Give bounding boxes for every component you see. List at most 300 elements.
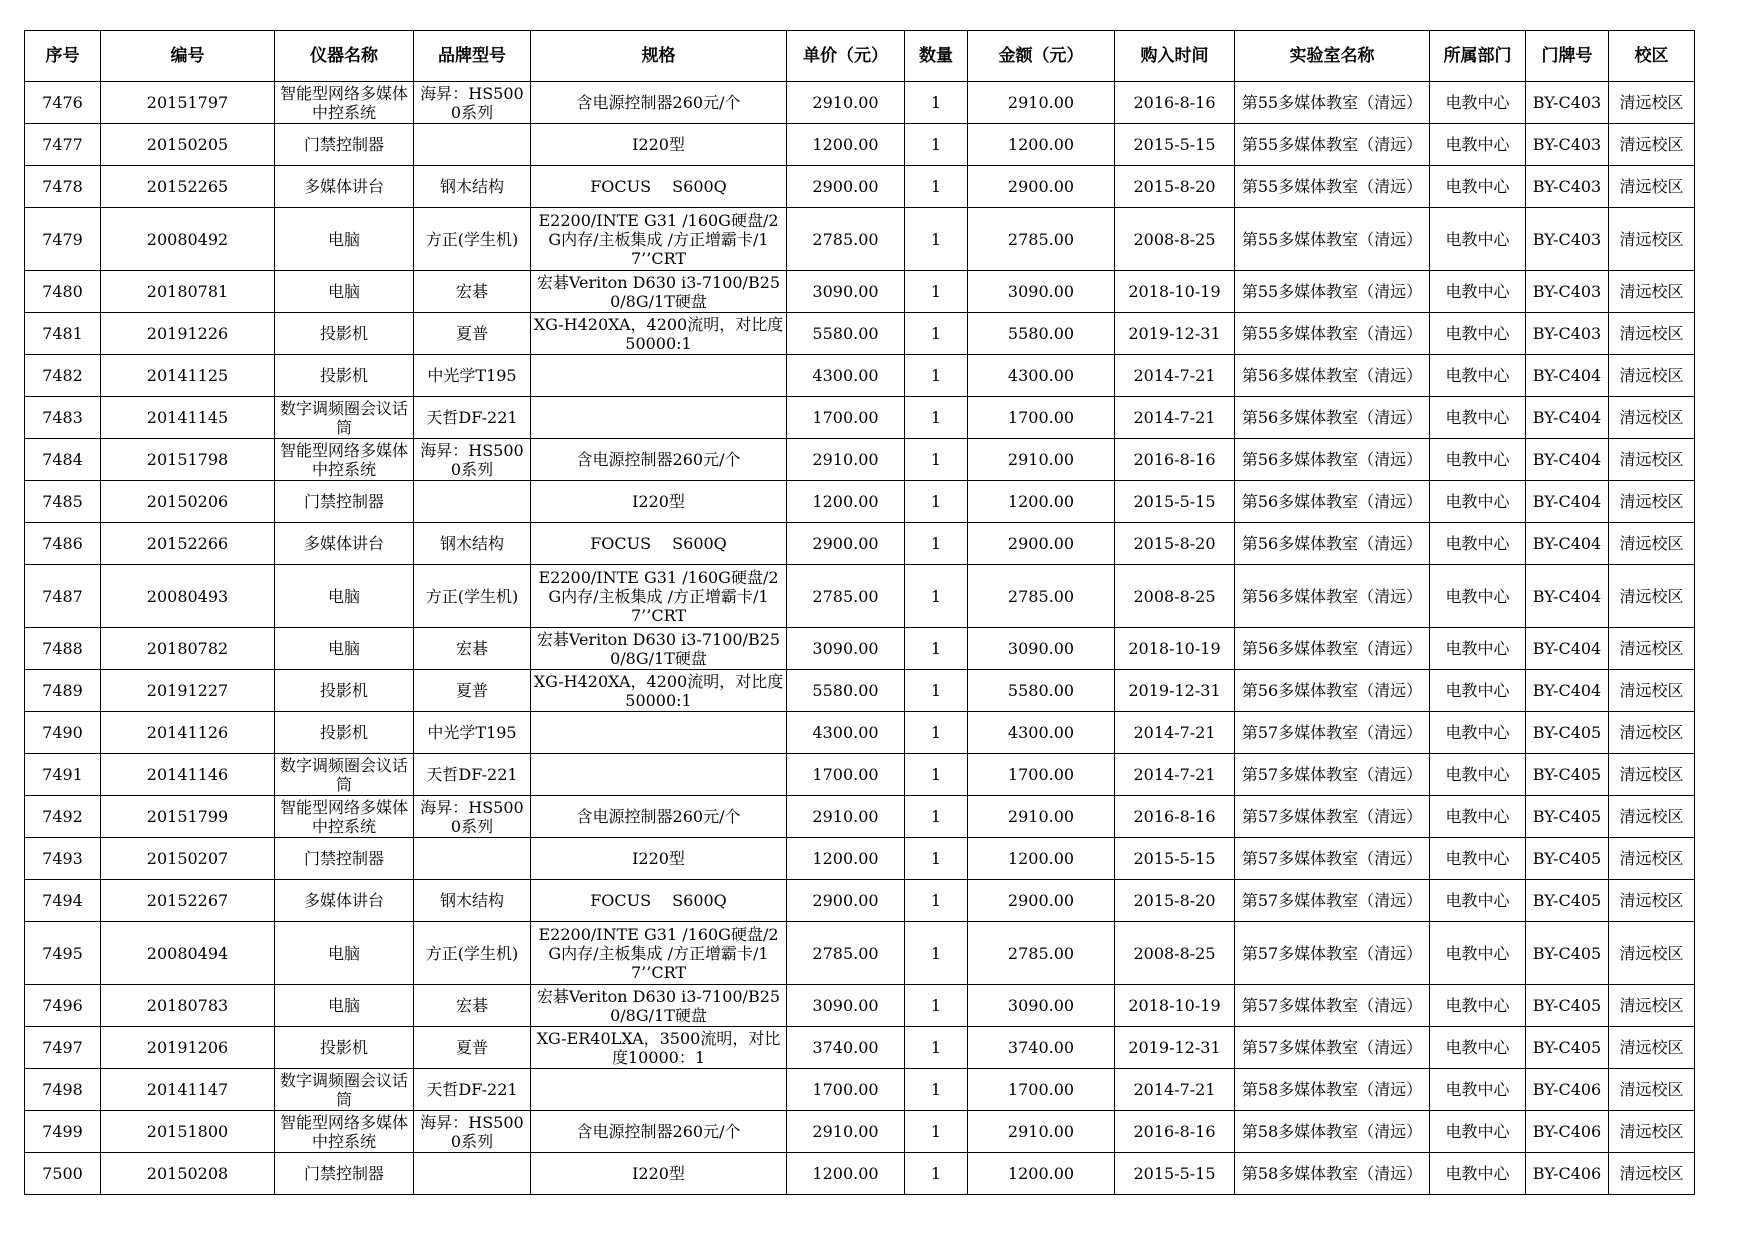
cell-name-text: 投影机: [319, 1038, 368, 1057]
cell-name: [275, 1027, 414, 1069]
cell-date-text: 2015-5-15: [1133, 135, 1216, 154]
cell-spec-text: I220型: [632, 135, 685, 154]
cell-spec-text: E2200/INTE G31 /160G硬盘/2G内存/主板集成 /方正增霸卡/17’’CRT: [538, 567, 779, 625]
cell-amount: [968, 754, 1115, 796]
cell-qty: [905, 124, 968, 166]
cell-dept: [1430, 82, 1526, 124]
cell-code: [101, 796, 275, 838]
cell-lab: [1235, 82, 1430, 124]
cell-seq: [25, 439, 101, 481]
cell-campus: [1609, 985, 1695, 1027]
cell-price: [787, 1027, 905, 1069]
cell-date: [1115, 838, 1235, 880]
cell-brand: [414, 754, 531, 796]
cell-dept-text: 电教中心: [1445, 135, 1510, 154]
cell-seq-text: 7477: [42, 135, 83, 154]
cell-code-text: 20180783: [146, 996, 229, 1015]
cell-spec-text: 宏碁Veriton D630 i3-7100/B250/8G/1T硬盘: [536, 986, 781, 1025]
cell-door-text: BY-C404: [1532, 492, 1602, 511]
cell-amount-text: 1700.00: [1007, 1080, 1075, 1099]
cell-brand: [414, 1153, 531, 1195]
cell-dept: [1430, 628, 1526, 670]
cell-date: [1115, 1027, 1235, 1069]
cell-qty-text: 1: [930, 1080, 942, 1099]
cell-door: [1526, 880, 1609, 922]
cell-campus: [1609, 670, 1695, 712]
table-row: [25, 985, 1695, 1027]
cell-name: [275, 481, 414, 523]
cell-campus-text: 清远校区: [1619, 450, 1684, 469]
cell-price-text: 3090.00: [812, 996, 879, 1015]
cell-name: [275, 1153, 414, 1195]
cell-door-text: BY-C404: [1532, 639, 1602, 658]
cell-lab-text: 第56多媒体教室（清远）: [1241, 586, 1423, 606]
cell-name-text: 门禁控制器: [303, 135, 384, 154]
cell-code-text: 20150208: [146, 1164, 229, 1183]
col-header-brand: 品牌型号: [414, 31, 531, 82]
cell-seq: [25, 712, 101, 754]
cell-price: [787, 1111, 905, 1153]
cell-dept: [1430, 481, 1526, 523]
cell-lab: [1235, 922, 1430, 985]
cell-name: [275, 985, 414, 1027]
cell-lab: [1235, 439, 1430, 481]
col-header-campus: 校区: [1609, 31, 1695, 82]
cell-lab-text: 第56多媒体教室（清远）: [1241, 366, 1423, 385]
cell-spec-text: E2200/INTE G31 /160G硬盘/2G内存/主板集成 /方正增霸卡/17’’CRT: [538, 210, 779, 268]
cell-door-text: BY-C406: [1532, 1122, 1602, 1141]
cell-seq: [25, 271, 101, 313]
cell-amount-text: 3090.00: [1007, 996, 1075, 1015]
cell-code: [101, 1111, 275, 1153]
cell-campus-text: 清远校区: [1619, 943, 1684, 963]
cell-seq-text: 7483: [42, 408, 83, 427]
cell-lab-text: 第55多媒体教室（清远）: [1241, 282, 1423, 301]
cell-date-text: 2016-8-16: [1133, 807, 1216, 826]
cell-date-text: 2014-7-21: [1133, 765, 1216, 784]
cell-name-text: 多媒体讲台: [303, 177, 384, 196]
cell-door: [1526, 523, 1609, 565]
cell-campus-text: 清远校区: [1619, 849, 1684, 868]
cell-door: [1526, 1153, 1609, 1195]
cell-campus-text: 清远校区: [1619, 765, 1684, 784]
cell-spec: [531, 1153, 787, 1195]
cell-lab-text: 第55多媒体教室（清远）: [1241, 135, 1423, 154]
table-row: [25, 922, 1695, 985]
cell-seq-text: 7484: [42, 450, 83, 469]
cell-code-text: 20151799: [146, 807, 229, 826]
cell-code-text: 20191226: [146, 324, 229, 343]
cell-brand: [414, 565, 531, 628]
cell-name-text: 多媒体讲台: [303, 891, 384, 910]
cell-qty: [905, 523, 968, 565]
cell-spec-text: FOCUS S600Q: [590, 891, 727, 910]
cell-brand-text: 夏普: [455, 681, 488, 700]
cell-code: [101, 628, 275, 670]
cell-amount-text: 2785.00: [1007, 229, 1075, 249]
cell-door: [1526, 481, 1609, 523]
cell-name-text: 投影机: [319, 324, 368, 343]
cell-code: [101, 565, 275, 628]
cell-door: [1526, 271, 1609, 313]
cell-dept: [1430, 166, 1526, 208]
cell-code: [101, 166, 275, 208]
cell-qty-text: 1: [930, 996, 942, 1015]
cell-dept: [1430, 838, 1526, 880]
cell-name: [275, 1069, 414, 1111]
cell-name-text: 智能型网络多媒体中控系统: [279, 440, 408, 479]
cell-door-text: BY-C404: [1532, 408, 1602, 427]
cell-qty-text: 1: [930, 534, 942, 553]
cell-amount-text: 4300.00: [1007, 723, 1075, 742]
cell-price: [787, 397, 905, 439]
cell-date: [1115, 397, 1235, 439]
cell-date-text: 2018-10-19: [1128, 282, 1221, 301]
cell-seq: [25, 1111, 101, 1153]
cell-seq: [25, 82, 101, 124]
cell-name-text: 电脑: [327, 282, 360, 301]
cell-qty: [905, 397, 968, 439]
cell-spec: [531, 481, 787, 523]
cell-campus-text: 清远校区: [1619, 1080, 1684, 1099]
cell-brand: [414, 628, 531, 670]
cell-brand-text: 中光学T195: [427, 366, 517, 385]
cell-brand-text: 海昇：HS5000系列: [420, 1112, 524, 1151]
cell-name-text: 智能型网络多媒体中控系统: [279, 1112, 408, 1151]
cell-dept-text: 电教中心: [1445, 282, 1510, 301]
cell-seq: [25, 1027, 101, 1069]
cell-price-text: 3740.00: [812, 1038, 879, 1057]
cell-campus: [1609, 796, 1695, 838]
cell-door: [1526, 670, 1609, 712]
cell-qty: [905, 922, 968, 985]
cell-qty: [905, 1069, 968, 1111]
cell-dept-text: 电教中心: [1445, 586, 1510, 606]
cell-campus: [1609, 712, 1695, 754]
cell-amount: [968, 796, 1115, 838]
cell-date: [1115, 985, 1235, 1027]
cell-name-text: 电脑: [327, 996, 360, 1015]
cell-door-text: BY-C404: [1532, 450, 1602, 469]
cell-lab: [1235, 712, 1430, 754]
cell-spec: [531, 796, 787, 838]
cell-dept-text: 电教中心: [1445, 1164, 1510, 1183]
cell-amount-text: 2910.00: [1007, 450, 1075, 469]
cell-date: [1115, 82, 1235, 124]
cell-amount: [968, 124, 1115, 166]
cell-price: [787, 82, 905, 124]
cell-brand: [414, 166, 531, 208]
cell-code-text: 20152267: [146, 891, 229, 910]
cell-amount: [968, 481, 1115, 523]
cell-dept-text: 电教中心: [1445, 177, 1510, 196]
cell-date-text: 2019-12-31: [1128, 681, 1221, 700]
cell-seq-text: 7492: [42, 807, 83, 826]
cell-name-text: 门禁控制器: [303, 1164, 384, 1183]
cell-name: [275, 82, 414, 124]
cell-name-text: 数字调频圈会议话筒: [279, 1070, 408, 1109]
cell-lab: [1235, 1153, 1430, 1195]
cell-date-text: 2008-8-25: [1133, 229, 1216, 249]
cell-price: [787, 880, 905, 922]
cell-name-text: 门禁控制器: [303, 492, 384, 511]
col-header-price: 单价（元）: [787, 31, 905, 82]
cell-name-text: 电脑: [327, 229, 360, 249]
cell-date-text: 2008-8-25: [1133, 586, 1216, 606]
cell-amount-text: 1700.00: [1007, 408, 1075, 427]
cell-amount-text: 4300.00: [1007, 366, 1075, 385]
table-row: [25, 397, 1695, 439]
cell-amount: [968, 838, 1115, 880]
cell-price-text: 3090.00: [812, 282, 879, 301]
col-header-amount: 金额（元）: [968, 31, 1115, 82]
cell-dept: [1430, 355, 1526, 397]
cell-code-text: 20191206: [146, 1038, 229, 1057]
cell-spec: [531, 355, 787, 397]
cell-lab-text: 第56多媒体教室（清远）: [1241, 492, 1423, 511]
cell-lab-text: 第55多媒体教室（清远）: [1241, 229, 1423, 249]
cell-door-text: BY-C405: [1532, 996, 1602, 1015]
cell-dept-text: 电教中心: [1445, 681, 1510, 700]
cell-lab: [1235, 880, 1430, 922]
table-row: [25, 208, 1695, 271]
cell-price: [787, 985, 905, 1027]
cell-campus: [1609, 523, 1695, 565]
cell-date: [1115, 880, 1235, 922]
cell-amount-text: 3740.00: [1007, 1038, 1075, 1057]
cell-spec: [531, 985, 787, 1027]
cell-qty-text: 1: [930, 229, 942, 249]
cell-price: [787, 565, 905, 628]
cell-campus-text: 清远校区: [1619, 492, 1684, 511]
cell-qty-text: 1: [930, 943, 942, 963]
cell-brand-text: 方正(学生机): [425, 229, 519, 249]
cell-date: [1115, 271, 1235, 313]
cell-code-text: 20141126: [146, 723, 229, 742]
cell-brand: [414, 124, 531, 166]
cell-door: [1526, 838, 1609, 880]
cell-door-text: BY-C405: [1532, 765, 1602, 784]
cell-date: [1115, 208, 1235, 271]
table-row: [25, 439, 1695, 481]
cell-door-text: BY-C406: [1532, 1080, 1602, 1099]
cell-price-text: 2785.00: [812, 943, 879, 963]
cell-campus: [1609, 1069, 1695, 1111]
cell-date-text: 2014-7-21: [1133, 1080, 1216, 1099]
cell-dept-text: 电教中心: [1445, 408, 1510, 427]
cell-price-text: 3090.00: [812, 639, 879, 658]
cell-spec-text: 含电源控制器260元/个: [576, 93, 741, 112]
cell-lab-text: 第56多媒体教室（清远）: [1241, 639, 1423, 658]
cell-lab-text: 第56多媒体教室（清远）: [1241, 450, 1423, 469]
cell-seq: [25, 880, 101, 922]
cell-dept-text: 电教中心: [1445, 93, 1510, 112]
cell-name: [275, 166, 414, 208]
cell-lab: [1235, 271, 1430, 313]
cell-date-text: 2018-10-19: [1128, 996, 1221, 1015]
cell-name: [275, 838, 414, 880]
cell-seq: [25, 166, 101, 208]
cell-dept-text: 电教中心: [1445, 324, 1510, 343]
cell-campus: [1609, 565, 1695, 628]
cell-seq: [25, 208, 101, 271]
cell-code-text: 20151800: [146, 1122, 229, 1141]
cell-seq-text: 7490: [42, 723, 83, 742]
cell-qty: [905, 166, 968, 208]
cell-dept-text: 电教中心: [1445, 807, 1510, 826]
cell-campus: [1609, 271, 1695, 313]
cell-amount-text: 5580.00: [1007, 681, 1075, 700]
cell-dept-text: 电教中心: [1445, 891, 1510, 910]
cell-dept: [1430, 1153, 1526, 1195]
cell-seq-text: 7493: [42, 849, 83, 868]
cell-code-text: 20152265: [146, 177, 229, 196]
cell-qty: [905, 670, 968, 712]
cell-campus: [1609, 628, 1695, 670]
table-row: [25, 838, 1695, 880]
cell-price-text: 1200.00: [812, 492, 879, 511]
cell-code-text: 20141145: [146, 408, 229, 427]
cell-price: [787, 313, 905, 355]
cell-spec: [531, 754, 787, 796]
cell-price: [787, 796, 905, 838]
cell-spec-text: I220型: [632, 492, 685, 511]
cell-qty: [905, 355, 968, 397]
cell-date: [1115, 796, 1235, 838]
cell-price-text: 5580.00: [812, 681, 879, 700]
cell-dept: [1430, 565, 1526, 628]
cell-code-text: 20152266: [146, 534, 229, 553]
cell-campus: [1609, 481, 1695, 523]
cell-price: [787, 355, 905, 397]
col-header-name: 仪器名称: [275, 31, 414, 82]
cell-code: [101, 1027, 275, 1069]
cell-amount-text: 1200.00: [1007, 849, 1075, 868]
cell-dept-text: 电教中心: [1445, 1122, 1510, 1141]
cell-amount-text: 2910.00: [1007, 93, 1075, 112]
cell-name-text: 投影机: [319, 723, 368, 742]
cell-qty: [905, 565, 968, 628]
cell-door: [1526, 796, 1609, 838]
cell-door: [1526, 355, 1609, 397]
cell-date: [1115, 523, 1235, 565]
cell-spec: [531, 1111, 787, 1153]
cell-code-text: 20191227: [146, 681, 229, 700]
cell-name: [275, 922, 414, 985]
cell-date: [1115, 439, 1235, 481]
cell-spec-text: E2200/INTE G31 /160G硬盘/2G内存/主板集成 /方正增霸卡/17’’CRT: [538, 924, 779, 982]
cell-door-text: BY-C405: [1532, 723, 1602, 742]
cell-qty: [905, 1111, 968, 1153]
cell-campus-text: 清远校区: [1619, 586, 1684, 606]
cell-seq-text: 7500: [42, 1164, 83, 1183]
cell-date: [1115, 922, 1235, 985]
cell-lab-text: 第57多媒体教室（清远）: [1241, 1038, 1423, 1057]
cell-brand-text: 夏普: [455, 1038, 488, 1057]
cell-seq: [25, 313, 101, 355]
cell-dept-text: 电教中心: [1445, 1080, 1510, 1099]
cell-name-text: 电脑: [327, 639, 360, 658]
cell-qty-text: 1: [930, 177, 942, 196]
cell-campus-text: 清远校区: [1619, 681, 1684, 700]
cell-date-text: 2018-10-19: [1128, 639, 1221, 658]
cell-qty-text: 1: [930, 135, 942, 154]
cell-code-text: 20080493: [146, 586, 229, 606]
cell-price-text: 2900.00: [812, 534, 879, 553]
cell-dept-text: 电教中心: [1445, 943, 1510, 963]
cell-dept-text: 电教中心: [1445, 639, 1510, 658]
cell-price-text: 2785.00: [812, 586, 879, 606]
cell-lab: [1235, 1027, 1430, 1069]
cell-brand: [414, 481, 531, 523]
cell-spec: [531, 1027, 787, 1069]
cell-seq-text: 7485: [42, 492, 83, 511]
cell-seq-text: 7497: [42, 1038, 83, 1057]
cell-price-text: 2785.00: [812, 229, 879, 249]
cell-qty-text: 1: [930, 366, 942, 385]
cell-name-text: 投影机: [319, 681, 368, 700]
table-row: [25, 124, 1695, 166]
table-row: [25, 271, 1695, 313]
cell-seq: [25, 670, 101, 712]
cell-dept: [1430, 880, 1526, 922]
cell-seq-text: 7478: [42, 177, 83, 196]
cell-price-text: 2900.00: [812, 891, 879, 910]
cell-code: [101, 754, 275, 796]
cell-amount: [968, 208, 1115, 271]
inventory-sheet: [24, 30, 1695, 1195]
cell-code: [101, 985, 275, 1027]
cell-spec-text: FOCUS S600Q: [590, 177, 727, 196]
cell-name: [275, 796, 414, 838]
cell-price: [787, 838, 905, 880]
cell-seq-text: 7480: [42, 282, 83, 301]
cell-lab: [1235, 838, 1430, 880]
cell-name: [275, 628, 414, 670]
cell-spec: [531, 523, 787, 565]
cell-qty-text: 1: [930, 639, 942, 658]
cell-dept-text: 电教中心: [1445, 723, 1510, 742]
cell-date-text: 2016-8-16: [1133, 93, 1216, 112]
cell-brand: [414, 355, 531, 397]
cell-qty: [905, 838, 968, 880]
cell-brand: [414, 208, 531, 271]
cell-qty-text: 1: [930, 891, 942, 910]
cell-brand-text: 宏碁: [455, 996, 488, 1015]
cell-campus-text: 清远校区: [1619, 408, 1684, 427]
cell-date-text: 2014-7-21: [1133, 366, 1216, 385]
cell-date: [1115, 355, 1235, 397]
cell-spec-text: 含电源控制器260元/个: [576, 1122, 741, 1141]
cell-code-text: 20180782: [146, 639, 229, 658]
cell-amount: [968, 1027, 1115, 1069]
cell-qty-text: 1: [930, 765, 942, 784]
cell-code-text: 20080492: [146, 229, 229, 249]
cell-spec-text: 含电源控制器260元/个: [576, 450, 741, 469]
cell-qty: [905, 796, 968, 838]
cell-amount: [968, 82, 1115, 124]
cell-price: [787, 166, 905, 208]
cell-campus: [1609, 1111, 1695, 1153]
cell-dept-text: 电教中心: [1445, 229, 1510, 249]
cell-amount: [968, 355, 1115, 397]
cell-qty: [905, 712, 968, 754]
col-header-qty: 数量: [905, 31, 968, 82]
cell-brand: [414, 271, 531, 313]
cell-seq-text: 7488: [42, 639, 83, 658]
cell-spec: [531, 397, 787, 439]
cell-spec-text: 宏碁Veriton D630 i3-7100/B250/8G/1T硬盘: [536, 272, 781, 311]
